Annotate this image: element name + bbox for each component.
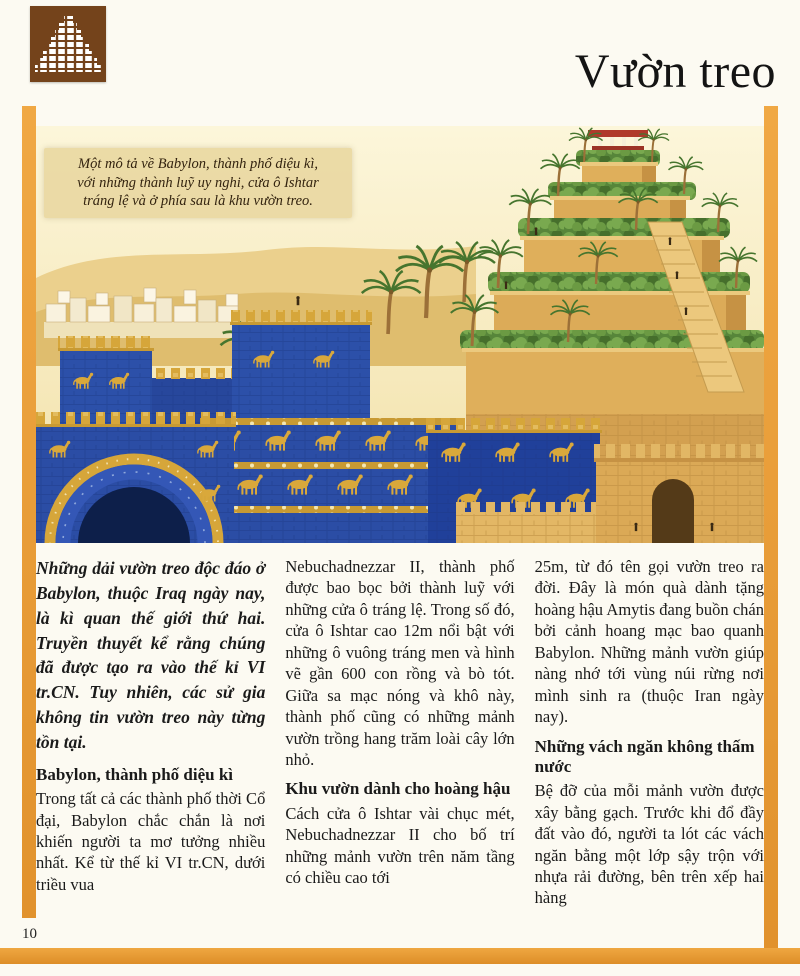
page-title: Vườn treo — [574, 45, 776, 98]
ziggurat-icon — [30, 6, 106, 82]
page-number: 10 — [22, 926, 37, 942]
section-heading-waterproof: Những vách ngăn không thấm nước — [534, 736, 755, 776]
caption-line: tráng lệ và ở phía sau là khu vườn treo. — [83, 193, 313, 210]
body-paragraph-garden: Cách cửa ô Ishtar vài chục mét, Nebuchadnezzar II cho bố trí những mảnh vườn trên năm tầng có chiều cao tới — [285, 803, 515, 888]
body-paragraph-waterproof: Bệ đỡ của mỗi mảnh vườn được xây bằng gạch. Trước khi đổ đầy đất vào đó, người ta lót các vách ngăn bằng một lớp sậy trộn với nhựa rải đường, bên trên xếp hai hàng — [534, 781, 764, 908]
article-column-3 — [535, 556, 764, 915]
figure-caption — [44, 148, 352, 218]
article-column-2 — [285, 556, 514, 915]
publisher-logo — [30, 6, 106, 82]
intro-paragraph: Những dải vườn treo độc đáo ở Babylon, thuộc Iraq ngày nay, là kì quan thế giới thứ hai. Truyền thuyết kể rằng chúng đã được tạo ra vào thế kỉ VI tr.CN. Tuy nhiên, các sử gia không tin vườn treo này từng tồn tại. — [36, 558, 266, 752]
section-heading-garden: Khu vườn dành cho hoàng hậu — [285, 779, 511, 799]
caption-line: Một mô tả về Babylon, thành phố diệu kì, — [77, 156, 318, 172]
body-paragraph-babylon: Trong tất cả các thành phố thời Cổ đại, Babylon chắc chắn là nơi khiến người ta mơ tưởng nhiều nhất. Kể từ thế kỉ VI tr.CN, dưới triều vua — [36, 789, 266, 894]
caption-line: với những thành luỹ uy nghi, cửa ô Ishtar — [77, 174, 319, 191]
frame-left-border — [22, 106, 36, 918]
article-column-1 — [36, 556, 265, 915]
body-paragraph-garden-cont: 25m, từ đó tên gọi vườn treo ra đời. Đây là món quà dành tặng hoàng hậu Amytis đang buồn chán bởi cảnh hoang mạc bao quanh Babylon. Những mảnh vườn giúp nàng nhớ tới vùng núi rừng nơi mình sinh ra (thuộc Iran ngày nay). — [534, 557, 764, 727]
article — [36, 556, 764, 915]
section-heading-babylon: Babylon, thành phố diệu kì — [36, 764, 234, 784]
babylon-illustration — [36, 126, 764, 543]
frame-bottom-border — [0, 948, 800, 964]
frame-right-border — [764, 106, 778, 948]
body-paragraph-babylon-cont: Nebuchadnezzar II, thành phố được bao bọc bởi thành luỹ với những cửa ô tráng lệ. Trong số đó, cửa ô Ishtar cao 12m nổi bật với những ô vuông tráng men và hình vẽ gần 600 con rồng và bò tót. Giữa sa mạc nóng và khô này, thành phố cũng có những mảnh vườn trồng hang trăm loài cây lớn nhỏ. — [285, 557, 515, 769]
